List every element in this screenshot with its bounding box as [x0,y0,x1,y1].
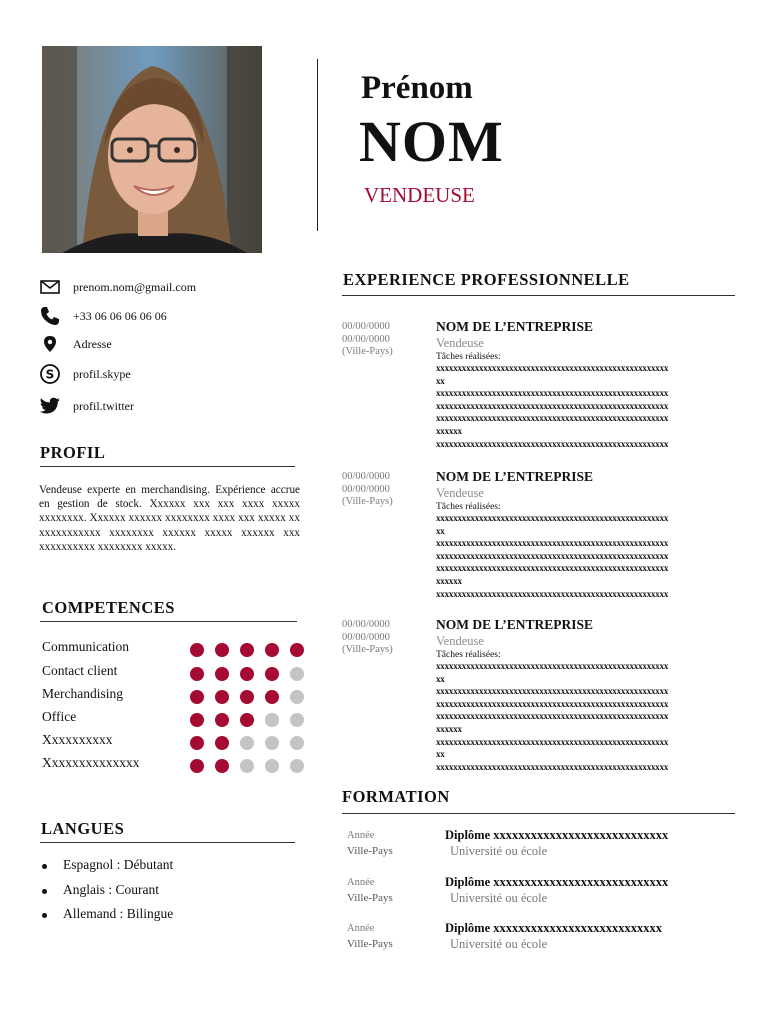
skill-name: Xxxxxxxxxxxxxx [42,755,140,770]
experience-task-line: xxxxxx [436,575,462,586]
language-item: Anglais : Courant [40,882,173,907]
skill-level [190,736,315,750]
location-pin-icon [38,332,62,356]
experience-date-start: 00/00/0000 [342,321,390,332]
languages-rule [40,842,295,843]
skill-dot-filled [215,690,229,704]
experience-task-line: xxxxxxxxxxxxxxxxxxxxxxxxxxxxxxxxxxxxxxxxxxxxxxxxxxxxxx [436,761,669,772]
skill-row [42,732,307,752]
education-school: Université ou école [450,891,548,905]
contact-phone[interactable] [38,304,298,328]
skill-dot-empty [265,713,279,727]
experience-task-line: xxxxxxxxxxxxxxxxxxxxxxxxxxxxxxxxxxxxxxxxxxxxxxxxxxxxxx [436,563,669,574]
experience-role: Vendeuse [436,336,484,350]
skill-level [190,713,315,727]
profile-photo [42,46,262,253]
experience-date-end: 00/00/0000 [342,483,390,495]
experience-task-line: xxxxxx [436,723,462,734]
skill-dot-filled [240,690,254,704]
experience-company: NOM DE L’ENTREPRISE [436,319,594,334]
skill-dot-filled [240,713,254,727]
experience-meta [342,471,393,509]
phone-icon [38,304,62,328]
experience-date-end: 00/00/0000 [342,333,390,345]
skill-dot-filled [190,643,204,657]
experience-task-line: xxxxxxxxxxxxxxxxxxxxxxxxxxxxxxxxxxxxxxxxxxxxxxxxxxxxxx [436,698,669,709]
skill-name: Merchandising [42,686,123,701]
experience-task-line: xxxxxxxxxxxxxxxxxxxxxxxxxxxxxxxxxxxxxxxxxxxxxxxxxxxxxx [436,711,669,722]
skill-level [190,667,315,681]
skill-name: Office [42,709,77,724]
skills-title: COMPETENCES [42,598,175,617]
skill-dot-filled [190,759,204,773]
experience-task-line: xxxxxx [436,425,462,436]
skill-dot-filled [240,667,254,681]
skill-dot-filled [215,736,229,750]
experience-date-end: 00/00/0000 [342,631,390,643]
experience-company: NOM DE L’ENTREPRISE [436,469,594,484]
education-year: Année [347,877,375,888]
contact-twitter[interactable] [38,394,298,418]
experience-task-line: xxxxxxxxxxxxxxxxxxxxxxxxxxxxxxxxxxxxxxxxxxxxxxxxxxxxxx [436,538,669,549]
skill-dot-filled [190,690,204,704]
profile-title: PROFIL [40,443,106,462]
experience-task-line: xxxxxxxxxxxxxxxxxxxxxxxxxxxxxxxxxxxxxxxxxxxxxxxxxxxxxx [436,363,669,373]
education-degree: Diplôme xxxxxxxxxxxxxxxxxxxxxxxxxxx [445,921,663,935]
skills-rule [40,621,297,622]
experience-company: NOM DE L’ENTREPRISE [436,617,594,632]
skill-dot-filled [190,713,204,727]
contact-email-text: prenom.nom@gmail.com [73,279,197,294]
experience-location: (Ville-Pays) [342,496,393,508]
education-place: Ville-Pays [347,892,393,904]
language-item: Espagnol : Débutant [40,857,173,882]
experience-task-line: xxxxxxxxxxxxxxxxxxxxxxxxxxxxxxxxxxxxxxxxxxxxxxxxxxxxxx [436,661,669,671]
experience-body [436,319,734,450]
experience-task-line: xx [436,673,445,684]
skill-dot-filled [240,643,254,657]
experience-task-line: xxxxxxxxxxxxxxxxxxxxxxxxxxxxxxxxxxxxxxxxxxxxxxxxxxxxxx [436,550,669,561]
skill-row [42,709,307,729]
skill-dot-empty [265,736,279,750]
skill-dot-filled [265,690,279,704]
experience-task-line: xxxxxxxxxxxxxxxxxxxxxxxxxxxxxxxxxxxxxxxxxxxxxxxxxxxxxx [436,588,669,599]
skill-dot-empty [290,713,304,727]
skill-dot-empty [290,690,304,704]
skill-dot-filled [215,667,229,681]
svg-text:S: S [45,367,55,382]
education-year: Année [347,923,375,934]
skill-dot-filled [215,713,229,727]
experience-role: Vendeuse [436,486,484,500]
contact-address-text: Adresse [73,336,112,351]
languages-list [40,857,173,931]
experience-meta [342,321,393,359]
job-title: VENDEUSE [364,183,475,207]
contact-email[interactable] [38,275,298,299]
experience-meta [342,619,393,657]
experience-task-line: xxxxxxxxxxxxxxxxxxxxxxxxxxxxxxxxxxxxxxxxxxxxxxxxxxxxxx [436,400,669,411]
experience-task-line: xx [436,749,445,760]
skill-dot-filled [290,643,304,657]
skill-row [42,663,307,683]
last-name: NOM [359,109,504,174]
skill-dot-empty [290,736,304,750]
education-year: Année [347,830,375,841]
education-place: Ville-Pays [347,845,393,857]
experience-body [436,469,734,600]
experience-task-line: xx [436,525,445,536]
experience-date-start: 00/00/0000 [342,471,390,482]
experience-title: EXPERIENCE PROFESSIONNELLE [343,270,630,289]
skill-name: Xxxxxxxxxx [42,732,113,747]
skill-dot-filled [265,667,279,681]
skill-dot-empty [290,759,304,773]
contact-skype[interactable] [38,362,298,386]
profile-rule [40,466,295,467]
experience-tasks-label: Tâches réalisées: [436,352,501,362]
skill-dot-empty [240,759,254,773]
header-divider [317,59,318,231]
experience-rule [342,295,735,296]
experience-tasks-label: Tâches réalisées: [436,502,501,512]
experience-task-line: xxxxxxxxxxxxxxxxxxxxxxxxxxxxxxxxxxxxxxxxxxxxxxxxxxxxxx [436,686,669,697]
first-name: Prénom [361,70,473,106]
skill-level [190,759,315,773]
experience-role: Vendeuse [436,634,484,648]
experience-date-start: 00/00/0000 [342,619,390,630]
experience-task-line: xxxxxxxxxxxxxxxxxxxxxxxxxxxxxxxxxxxxxxxxxxxxxxxxxxxxxx [436,513,669,523]
skill-name: Communication [42,639,129,654]
experience-task-line: xxxxxxxxxxxxxxxxxxxxxxxxxxxxxxxxxxxxxxxxxxxxxxxxxxxxxx [436,438,669,449]
education-rule [342,813,735,814]
contact-skype-text: profil.skype [73,366,131,381]
skill-level [190,690,315,704]
experience-task-line: xxxxxxxxxxxxxxxxxxxxxxxxxxxxxxxxxxxxxxxxxxxxxxxxxxxxxx [436,736,669,747]
language-item: Allemand : Bilingue [40,906,173,931]
contact-phone-text: +33 06 06 06 06 06 [73,308,167,323]
skill-row [42,686,307,706]
education-school: Université ou école [450,844,548,858]
education-degree: Diplôme xxxxxxxxxxxxxxxxxxxxxxxxxxxx [445,875,669,889]
education-school: Université ou école [450,937,548,951]
education-title: FORMATION [342,787,450,806]
skill-dot-filled [215,759,229,773]
skill-name: Contact client [42,663,118,678]
education-degree: Diplôme xxxxxxxxxxxxxxxxxxxxxxxxxxxx [445,828,669,842]
experience-tasks-label: Tâches réalisées: [436,650,501,660]
skype-icon [38,362,62,386]
skill-row [42,755,307,775]
experience-task-line: xx [436,375,445,386]
education-place: Ville-Pays [347,938,393,950]
experience-location: (Ville-Pays) [342,644,393,656]
skill-dot-filled [190,667,204,681]
twitter-icon [38,394,62,418]
skill-dot-filled [265,643,279,657]
contact-twitter-text: profil.twitter [73,398,134,413]
contact-address [38,332,298,356]
experience-task-line: xxxxxxxxxxxxxxxxxxxxxxxxxxxxxxxxxxxxxxxxxxxxxxxxxxxxxx [436,413,669,424]
experience-location: (Ville-Pays) [342,346,393,358]
skill-dot-empty [265,759,279,773]
skill-dot-empty [290,667,304,681]
experience-task-line: xxxxxxxxxxxxxxxxxxxxxxxxxxxxxxxxxxxxxxxxxxxxxxxxxxxxxx [436,388,669,399]
skill-dot-filled [190,736,204,750]
skill-row [42,639,307,659]
mail-icon [38,275,62,299]
skill-level [190,643,315,657]
skill-dot-filled [215,643,229,657]
profile-text: Vendeuse experte en merchandising. Expérience accrue en gestion de stock. Xxxxxx xxx xxx xxxx xxxxx xxxxxxxx. Xxxxxx xxxxxx xxxxxxxx xxxx xxx xxxxx xx xxxxxxxxxxx xxxxxxxx xxxxxx xxxxx xxxxxx xxx xxxxxxxxxx xxxxxxxx xxxxx. [39,484,300,553]
skill-dot-empty [240,736,254,750]
languages-title: LANGUES [41,819,125,838]
experience-body [436,617,734,773]
